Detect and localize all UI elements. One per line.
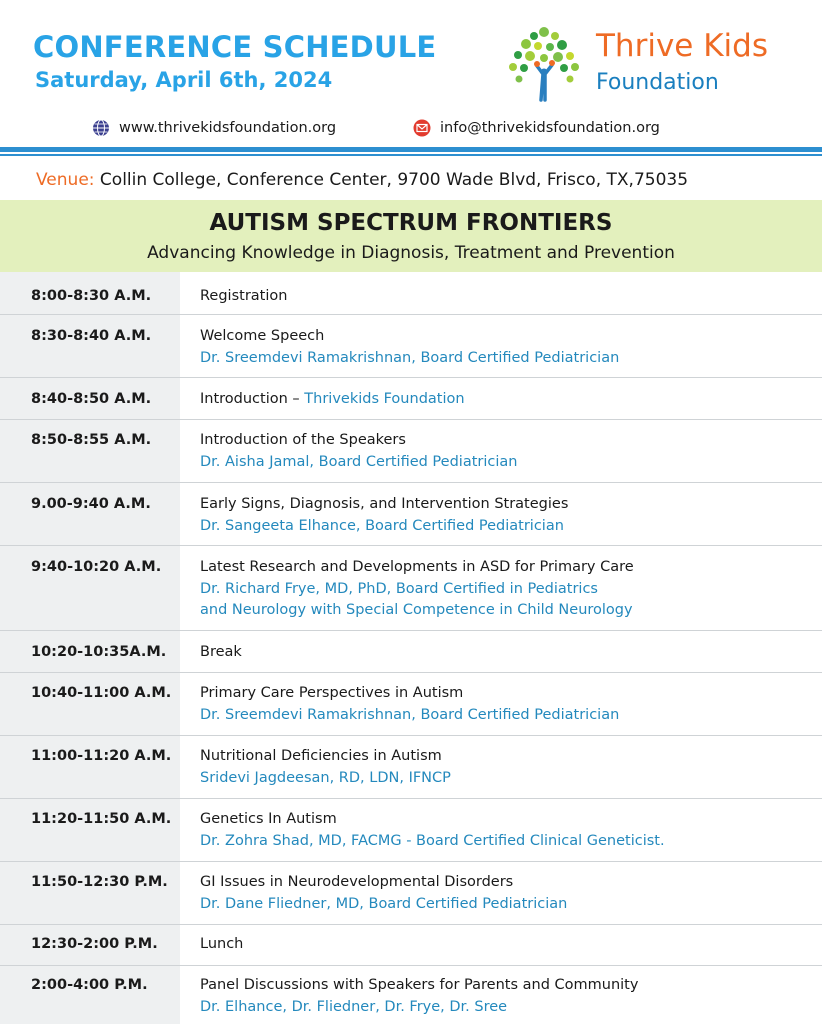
venue-address: Collin College, Conference Center, 9700 Wade Blvd, Frisco, TX,75035 (99, 170, 689, 190)
schedule-speaker: Dr. Dane Fliedner, MD, Board Certified Pediatrician (200, 896, 568, 912)
schedule-event: Welcome Speech (200, 328, 325, 344)
schedule-event: Lunch (200, 936, 244, 952)
mail-icon (413, 119, 431, 137)
schedule-speaker: Dr. Sreemdevi Ramakrishnan, Board Certified Pediatrician (200, 707, 620, 723)
event-date: Saturday, April 6th, 2024 (35, 68, 333, 92)
schedule-time: 8:40-8:50 A.M. (31, 391, 152, 407)
venue (36, 170, 688, 190)
row-divider (0, 482, 822, 483)
row-divider (0, 924, 822, 925)
globe-icon (92, 119, 110, 137)
row-divider (0, 735, 822, 736)
session-banner (0, 200, 822, 272)
schedule-event: Introduction of the Speakers (200, 432, 406, 448)
schedule-speaker: Dr. Elhance, Dr. Fliedner, Dr. Frye, Dr. Sree (200, 999, 508, 1015)
email-contact[interactable] (413, 118, 660, 138)
schedule-time: 11:20-11:50 A.M. (31, 811, 172, 827)
schedule-time: 10:40-11:00 A.M. (31, 685, 172, 701)
schedule-time: 12:30-2:00 P.M. (31, 936, 158, 952)
schedule-speaker: Dr. Sreemdevi Ramakrishnan, Board Certified Pediatrician (200, 350, 620, 366)
event-highlight: Thrivekids Foundation (304, 391, 465, 407)
header-divider-thick (0, 147, 822, 152)
header (0, 0, 822, 150)
schedule-speaker: Dr. Richard Frye, MD, PhD, Board Certified in Pediatrics (200, 581, 598, 597)
schedule-time: 11:00-11:20 A.M. (31, 748, 172, 764)
schedule-time: 9:40-10:20 A.M. (31, 559, 162, 575)
header-divider-thin (0, 154, 822, 156)
schedule-event (200, 391, 465, 407)
brand-logo (504, 22, 804, 102)
row-divider (0, 419, 822, 420)
website-contact[interactable] (92, 118, 336, 138)
venue-label: Venue: (36, 170, 95, 190)
row-divider (0, 798, 822, 799)
website-link[interactable]: www.thrivekidsfoundation.org (119, 120, 337, 136)
schedule-event: Nutritional Deficiencies in Autism (200, 748, 442, 764)
schedule-event: Panel Discussions with Speakers for Parents and Community (200, 977, 639, 993)
schedule-time: 9.00-9:40 A.M. (31, 496, 151, 512)
schedule-time: 8:30-8:40 A.M. (31, 328, 152, 344)
banner-title: AUTISM SPECTRUM FRONTIERS (209, 210, 613, 236)
schedule-time: 8:50-8:55 A.M. (31, 432, 152, 448)
schedule-speaker: Dr. Sangeeta Elhance, Board Certified Pediatrician (200, 518, 564, 534)
schedule-time: 2:00-4:00 P.M. (31, 977, 148, 993)
schedule-speaker: Dr. Zohra Shad, MD, FACMG - Board Certified Clinical Geneticist. (200, 833, 665, 849)
schedule-speaker-continued: and Neurology with Special Competence in Child Neurology (200, 602, 633, 618)
row-divider (0, 314, 822, 315)
schedule-speaker: Dr. Aisha Jamal, Board Certified Pediatrician (200, 454, 518, 470)
schedule-event: Latest Research and Developments in ASD for Primary Care (200, 559, 634, 575)
event-text: Introduction – (200, 391, 305, 407)
row-divider (0, 377, 822, 378)
row-divider (0, 861, 822, 862)
schedule-event: Break (200, 644, 242, 660)
schedule-time: 8:00-8:30 A.M. (31, 288, 152, 304)
schedule-speaker: Sridevi Jagdeesan, RD, LDN, IFNCP (200, 770, 451, 786)
brand-name: Thrive Kids (596, 28, 768, 64)
row-divider (0, 672, 822, 673)
row-divider (0, 965, 822, 966)
tree-logo-icon (504, 22, 584, 102)
row-divider (0, 545, 822, 546)
schedule-event: Primary Care Perspectives in Autism (200, 685, 464, 701)
schedule-event: Genetics In Autism (200, 811, 337, 827)
page-title: CONFERENCE SCHEDULE (33, 30, 437, 64)
schedule-time: 11:50-12:30 P.M. (31, 874, 168, 890)
schedule-event: GI Issues in Neurodevelopmental Disorders (200, 874, 514, 890)
schedule-event: Early Signs, Diagnosis, and Intervention Strategies (200, 496, 569, 512)
banner-subtitle: Advancing Knowledge in Diagnosis, Treatment and Prevention (147, 243, 675, 263)
row-divider (0, 630, 822, 631)
brand-subtitle: Foundation (596, 70, 719, 95)
schedule-event: Registration (200, 288, 288, 304)
schedule-time: 10:20-10:35A.M. (31, 644, 167, 660)
email-link[interactable]: info@thrivekidsfoundation.org (440, 120, 660, 136)
